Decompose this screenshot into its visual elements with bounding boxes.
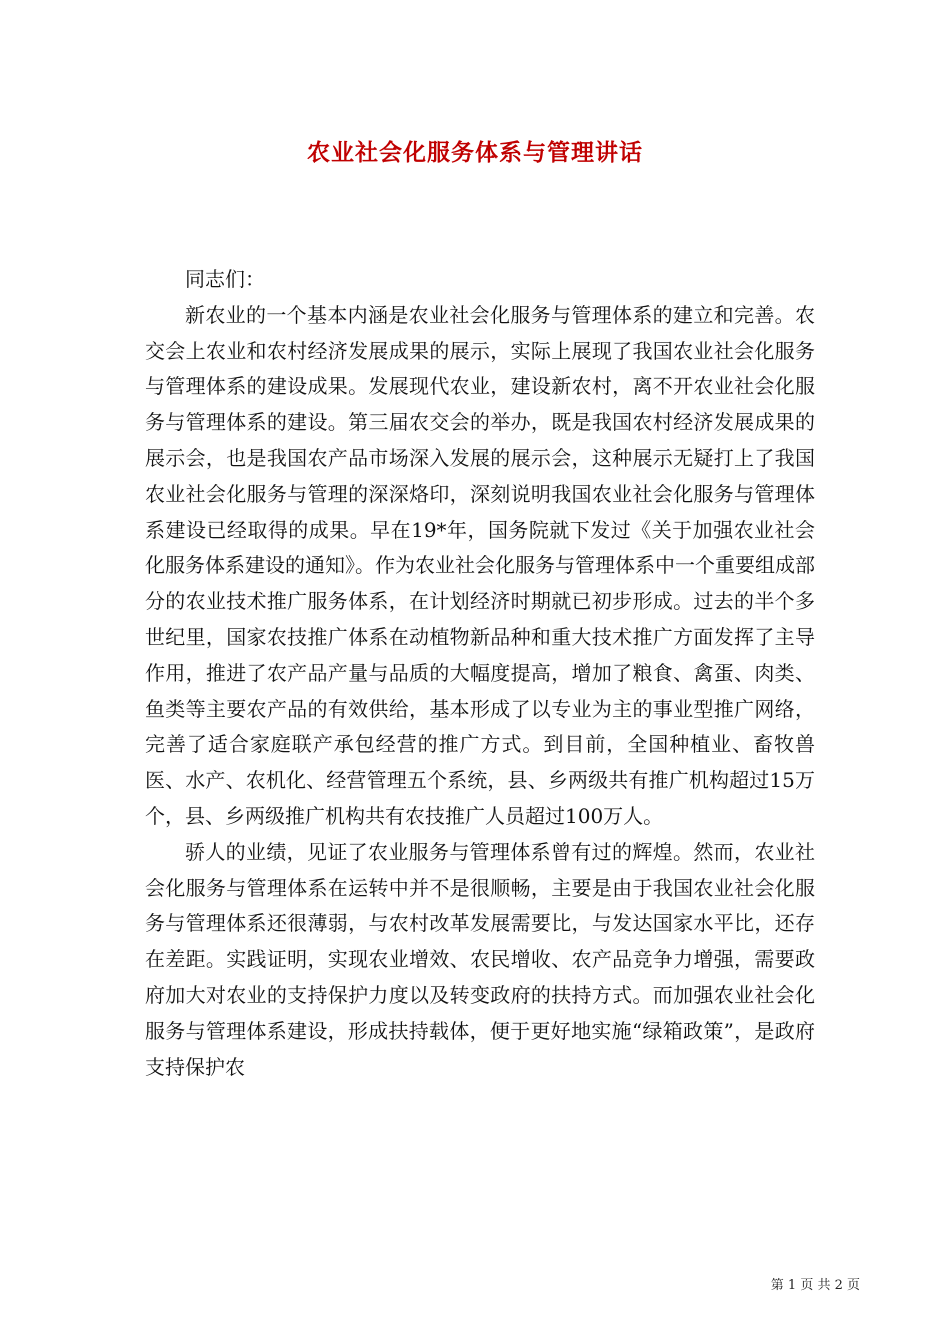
document-body	[145, 262, 815, 1085]
document-title: 农业社会化服务体系与管理讲话	[307, 139, 643, 166]
salutation: 同志们：	[185, 267, 265, 291]
body-paragraph: 新农业的一个基本内涵是农业社会化服务与管理体系的建立和完善。农交会上农业和农村经济发展成果的展示，实际上展现了我国农业社会化服务与管理体系的建设成果。发展现代农业，建设新农村，离不开农业社会化服务与管理体系的建设。第三届农交会的举办，既是我国农村经济发展成果的展示会，也是我国农产品市场深入发展的展示会，这种展示无疑打上了我国农业社会化服务与管理的深深烙印，深刻说明我国农业社会化服务与管理体系建设已经取得的成果。早在19*年，国务院就下发过《关于加强农业社会化服务体系建设的通知》。作为农业社会化服务与管理体系中一个重要组成部分的农业技术推广服务体系，在计划经济时期就已初步形成。过去的半个多世纪里，国家农技推广体系在动植物新品种和重大技术推广方面发挥了主导作用，推进了农产品产量与品质的大幅度提高，增加了粮食、禽蛋、肉类、鱼类等主要农产品的有效供给，基本形成了以专业为主的事业型推广网络，完善了适合家庭联产承包经营的推广方式。到目前，全国种植业、畜牧兽医、水产、农机化、经营管理五个系统，县、乡两级共有推广机构超过15万个，县、乡两级推广机构共有农技推广人员超过100万人。	[145, 302, 815, 828]
page-number-footer: 第 1 页 共 2 页	[770, 1278, 860, 1293]
body-paragraph: 骄人的业绩，见证了农业服务与管理体系曾有过的辉煌。然而，农业社会化服务与管理体系在运转中并不是很顺畅，主要是由于我国农业社会化服务与管理体系还很薄弱，与农村改革发展需要比，与发达国家水平比，还存在差距。实践证明，实现农业增效、农民增收、农产品竞争力增强，需要政府加大对农业的支持保护力度以及转变政府的扶持方式。而加强农业社会化服务与管理体系建设，形成扶持载体，便于更好地实施“绿箱政策”，是政府支持保护农	[145, 839, 815, 1079]
